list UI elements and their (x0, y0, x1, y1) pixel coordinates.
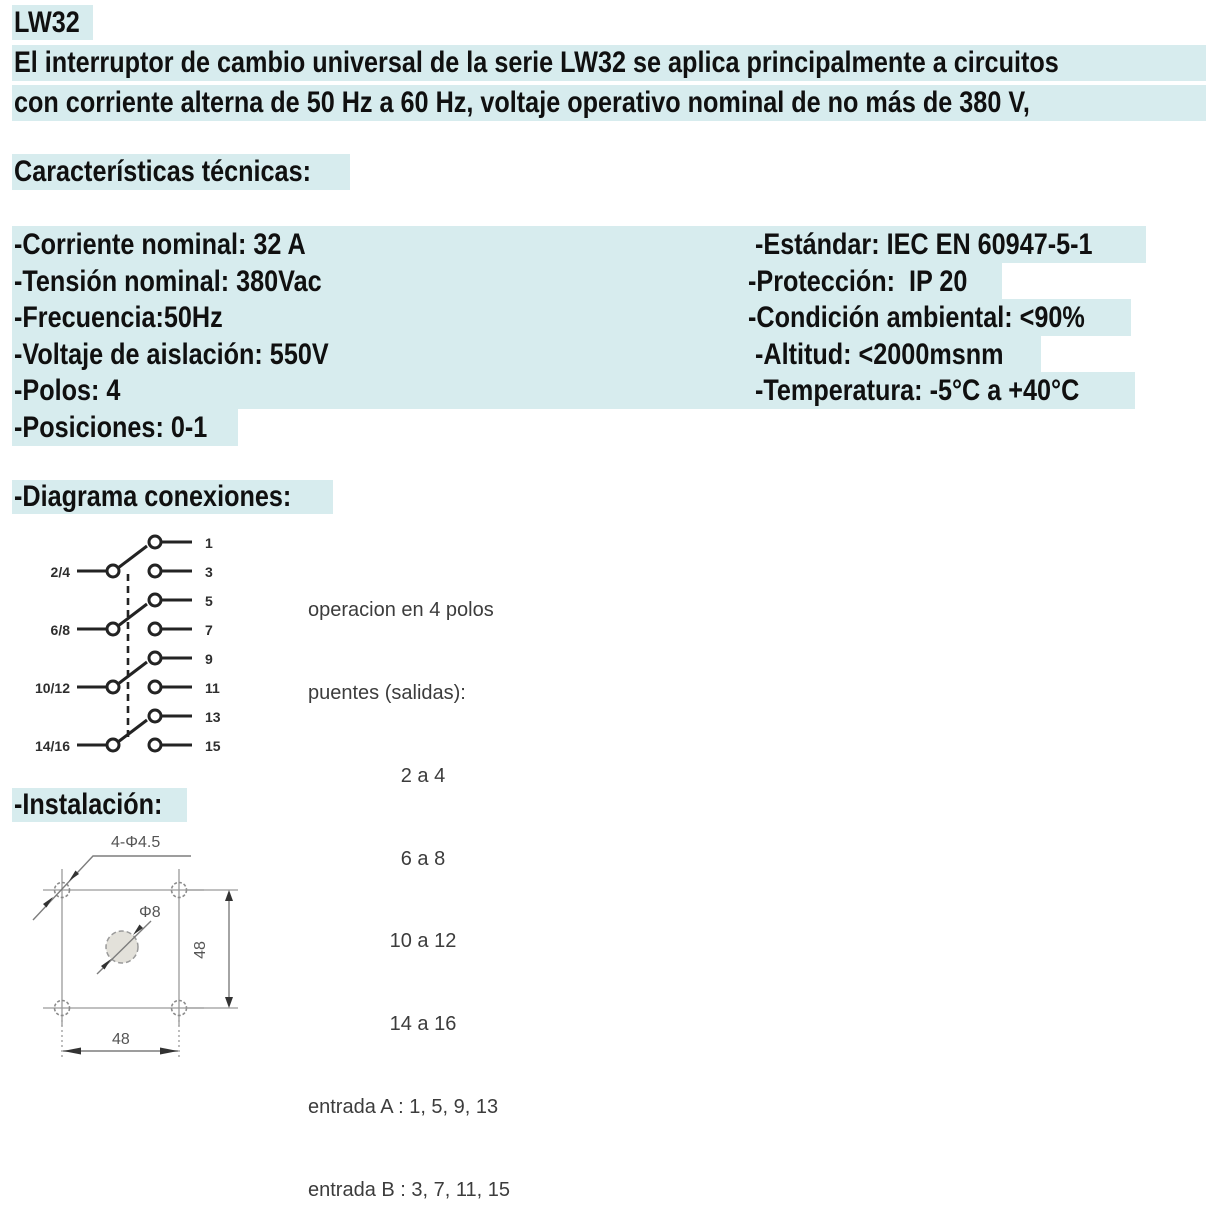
note-line: operacion en 4 polos (308, 599, 494, 622)
installation-drawing (20, 826, 260, 1078)
spec-right-5: -Temperatura: -5°C a +40°C (748, 373, 1080, 407)
dim-arrow-down (225, 997, 233, 1008)
spec-left-6: -Posiciones: 0-1 (14, 410, 208, 444)
installation-heading-line (0, 786, 1214, 824)
page-title: LW32 (14, 5, 80, 39)
dim-arrow-right (160, 1048, 178, 1055)
spec-row-4 (0, 336, 1214, 373)
spec-left-3: -Frecuencia:50Hz (14, 300, 223, 334)
contact-number: 11 (205, 680, 220, 696)
contact-number: 1 (205, 535, 213, 551)
leader-arrow (43, 897, 53, 908)
contact-number: 13 (205, 709, 221, 725)
spec-left-5: -Polos: 4 (14, 373, 121, 407)
spec-right-4: -Altitud: <2000msnm (748, 337, 1004, 371)
spec-left-1: -Corriente nominal: 32 A (14, 227, 306, 261)
dim-arrow-left (63, 1048, 81, 1055)
spec-right-1: -Estándar: IEC EN 60947-5-1 (748, 227, 1093, 261)
note-line: entrada B : 3, 7, 11, 15 (308, 1178, 510, 1201)
pole-label: 6/8 (50, 622, 70, 638)
note-line: entrada A : 1, 5, 9, 13 (308, 1095, 499, 1118)
pole-label: 2/4 (50, 564, 70, 580)
contact-number: 3 (205, 564, 213, 580)
note-line: 2 a 4 (400, 764, 446, 787)
diagram-heading: -Diagrama conexiones: (14, 480, 292, 513)
spec-row-3 (0, 299, 1214, 336)
height-dimension-label: 48 (192, 941, 209, 959)
diagram-heading-line (0, 478, 1214, 516)
tech-heading: Características técnicas: (14, 155, 311, 188)
installation-heading: -Instalación: (14, 788, 163, 821)
intro-text-1: El interruptor de cambio universal de la serie LW32 se aplica principalmente a circuitos (14, 46, 1059, 79)
center-hole-label: Φ8 (139, 904, 161, 921)
spec-left-4: -Voltaje de aislación: 550V (14, 337, 329, 371)
spec-row-1 (0, 226, 1214, 263)
connection-diagram (25, 520, 245, 770)
spec-row-2 (0, 263, 1214, 300)
spec-row-6 (0, 409, 1214, 446)
diagram-notes (308, 542, 538, 1232)
contact-number: 15 (205, 738, 221, 754)
intro-line-1 (0, 43, 1214, 83)
contact-number: 9 (205, 651, 213, 667)
contact-number: 7 (205, 622, 213, 638)
spec-right-2: -Protección: IP 20 (748, 264, 968, 298)
spec-row-5 (0, 372, 1214, 409)
spec-right-3: -Condición ambiental: <90% (748, 300, 1085, 334)
contact-number: 5 (205, 593, 213, 609)
leader-line (33, 856, 191, 920)
note-line: 10 a 12 (389, 930, 457, 953)
note-line: 14 a 16 (389, 1013, 457, 1036)
note-line: 6 a 8 (400, 847, 446, 870)
note-line: puentes (salidas): (308, 681, 466, 704)
center-hole (106, 931, 138, 963)
pole-label: 10/12 (34, 680, 70, 696)
holes-dimension-label: 4-Φ4.5 (111, 834, 161, 851)
title-line (0, 3, 1214, 42)
intro-line-2 (0, 83, 1214, 123)
tech-heading-line (0, 152, 1214, 192)
pole-label: 14/16 (34, 738, 70, 754)
dim-arrow-up (225, 890, 233, 901)
spec-left-2: -Tensión nominal: 380Vac (14, 264, 322, 298)
width-dimension-label: 48 (112, 1031, 130, 1048)
intro-text-2: con corriente alterna de 50 Hz a 60 Hz, voltaje operativo nominal de no más de 380 V, (14, 86, 1030, 119)
